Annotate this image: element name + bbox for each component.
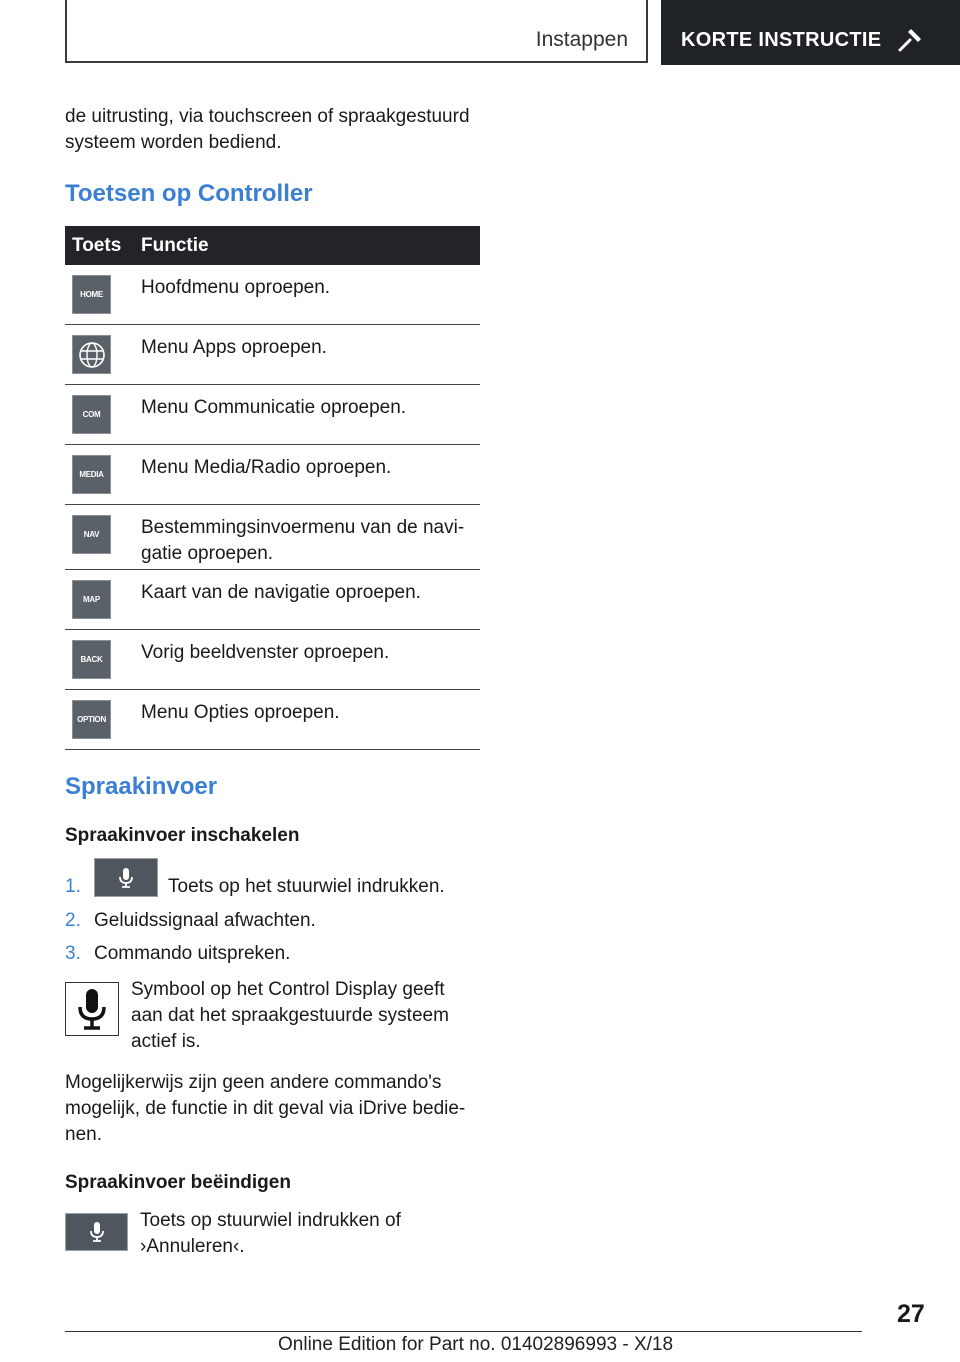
steps-list (65, 858, 485, 966)
end-instruction: Toets op stuurwiel indrukken of ›Annuleren‹. (140, 1210, 401, 1257)
footer-edition: Online Edition for Part no. 01402896993 - X/18 (278, 1334, 674, 1355)
list-item (65, 900, 485, 933)
chapter-tab (661, 0, 960, 65)
list-item (65, 933, 485, 966)
section-title: Instappen (535, 28, 628, 51)
step-number: 2. (65, 910, 81, 931)
table-row (65, 570, 480, 630)
step-number: 1. (65, 876, 81, 897)
step-text: Commando uitspreken. (94, 943, 291, 964)
row-function: Menu Communicatie oproepen. (141, 397, 407, 418)
voice-heading: Spraakinvoer (65, 773, 218, 800)
chapter-title: KORTE INSTRUCTIE (681, 29, 882, 51)
voice-active-symbol (65, 982, 119, 1036)
table-row (65, 445, 480, 505)
table-row (65, 505, 480, 570)
globe-icon (72, 335, 111, 374)
back-key-icon: BACK (72, 640, 111, 679)
controller-table (65, 226, 480, 750)
row-function: Menu Apps oproepen. (141, 337, 327, 358)
table-row (65, 265, 480, 325)
com-key-icon: COM (72, 395, 111, 434)
step-number: 3. (65, 943, 81, 964)
table-header (65, 226, 480, 265)
option-key-icon: OPTION (72, 700, 111, 739)
voice-enable-heading: Spraakinvoer inschakelen (65, 825, 300, 846)
intro-text: de uitrusting, via touchscreen of spraakgestuurd systeem worden bediend. (65, 106, 470, 153)
row-function: Bestemmingsinvoermenu van de navi- gatie oproepen. (141, 517, 465, 564)
step-text: Geluidssignaal afwachten. (94, 910, 316, 931)
step-text: Toets op het stuurwiel indrukken. (168, 876, 445, 897)
map-key-icon: MAP (72, 580, 111, 619)
table-row (65, 630, 480, 690)
voice-end-heading: Spraakinvoer beëindigen (65, 1172, 291, 1193)
list-item (65, 858, 485, 900)
row-function: Menu Media/Radio oproepen. (141, 457, 392, 478)
nav-key-icon: NAV (72, 515, 111, 554)
controller-heading: Toetsen op Controller (65, 180, 313, 207)
microphone-icon (75, 987, 109, 1031)
table-row (65, 385, 480, 445)
row-function: Menu Opties oproepen. (141, 702, 340, 723)
col-function-header: Functie (141, 235, 209, 256)
row-function: Hoofdmenu oproepen. (141, 277, 331, 298)
row-function: Kaart van de navigatie oproepen. (141, 582, 421, 603)
table-row (65, 690, 480, 750)
home-key-icon: HOME (72, 275, 111, 314)
col-key-header: Toets (72, 235, 122, 256)
footer-divider (65, 1331, 862, 1332)
mic-key-icon (94, 858, 158, 897)
page-number: 27 (897, 1300, 925, 1328)
wrench-icon (897, 27, 923, 53)
symbol-description: Symbool op het Control Display geeft aan dat het spraakgestuurde systeem actief is. (131, 979, 449, 1052)
media-key-icon: MEDIA (72, 455, 111, 494)
note-text: Mogelijkerwijs zijn geen andere commando's mogelijk, de functie in dit geval via iDrive bedie- nen. (65, 1072, 466, 1145)
mic-key-icon (65, 1213, 128, 1251)
header-frame (65, 0, 648, 63)
row-function: Vorig beeldvenster oproepen. (141, 642, 390, 663)
table-row (65, 325, 480, 385)
